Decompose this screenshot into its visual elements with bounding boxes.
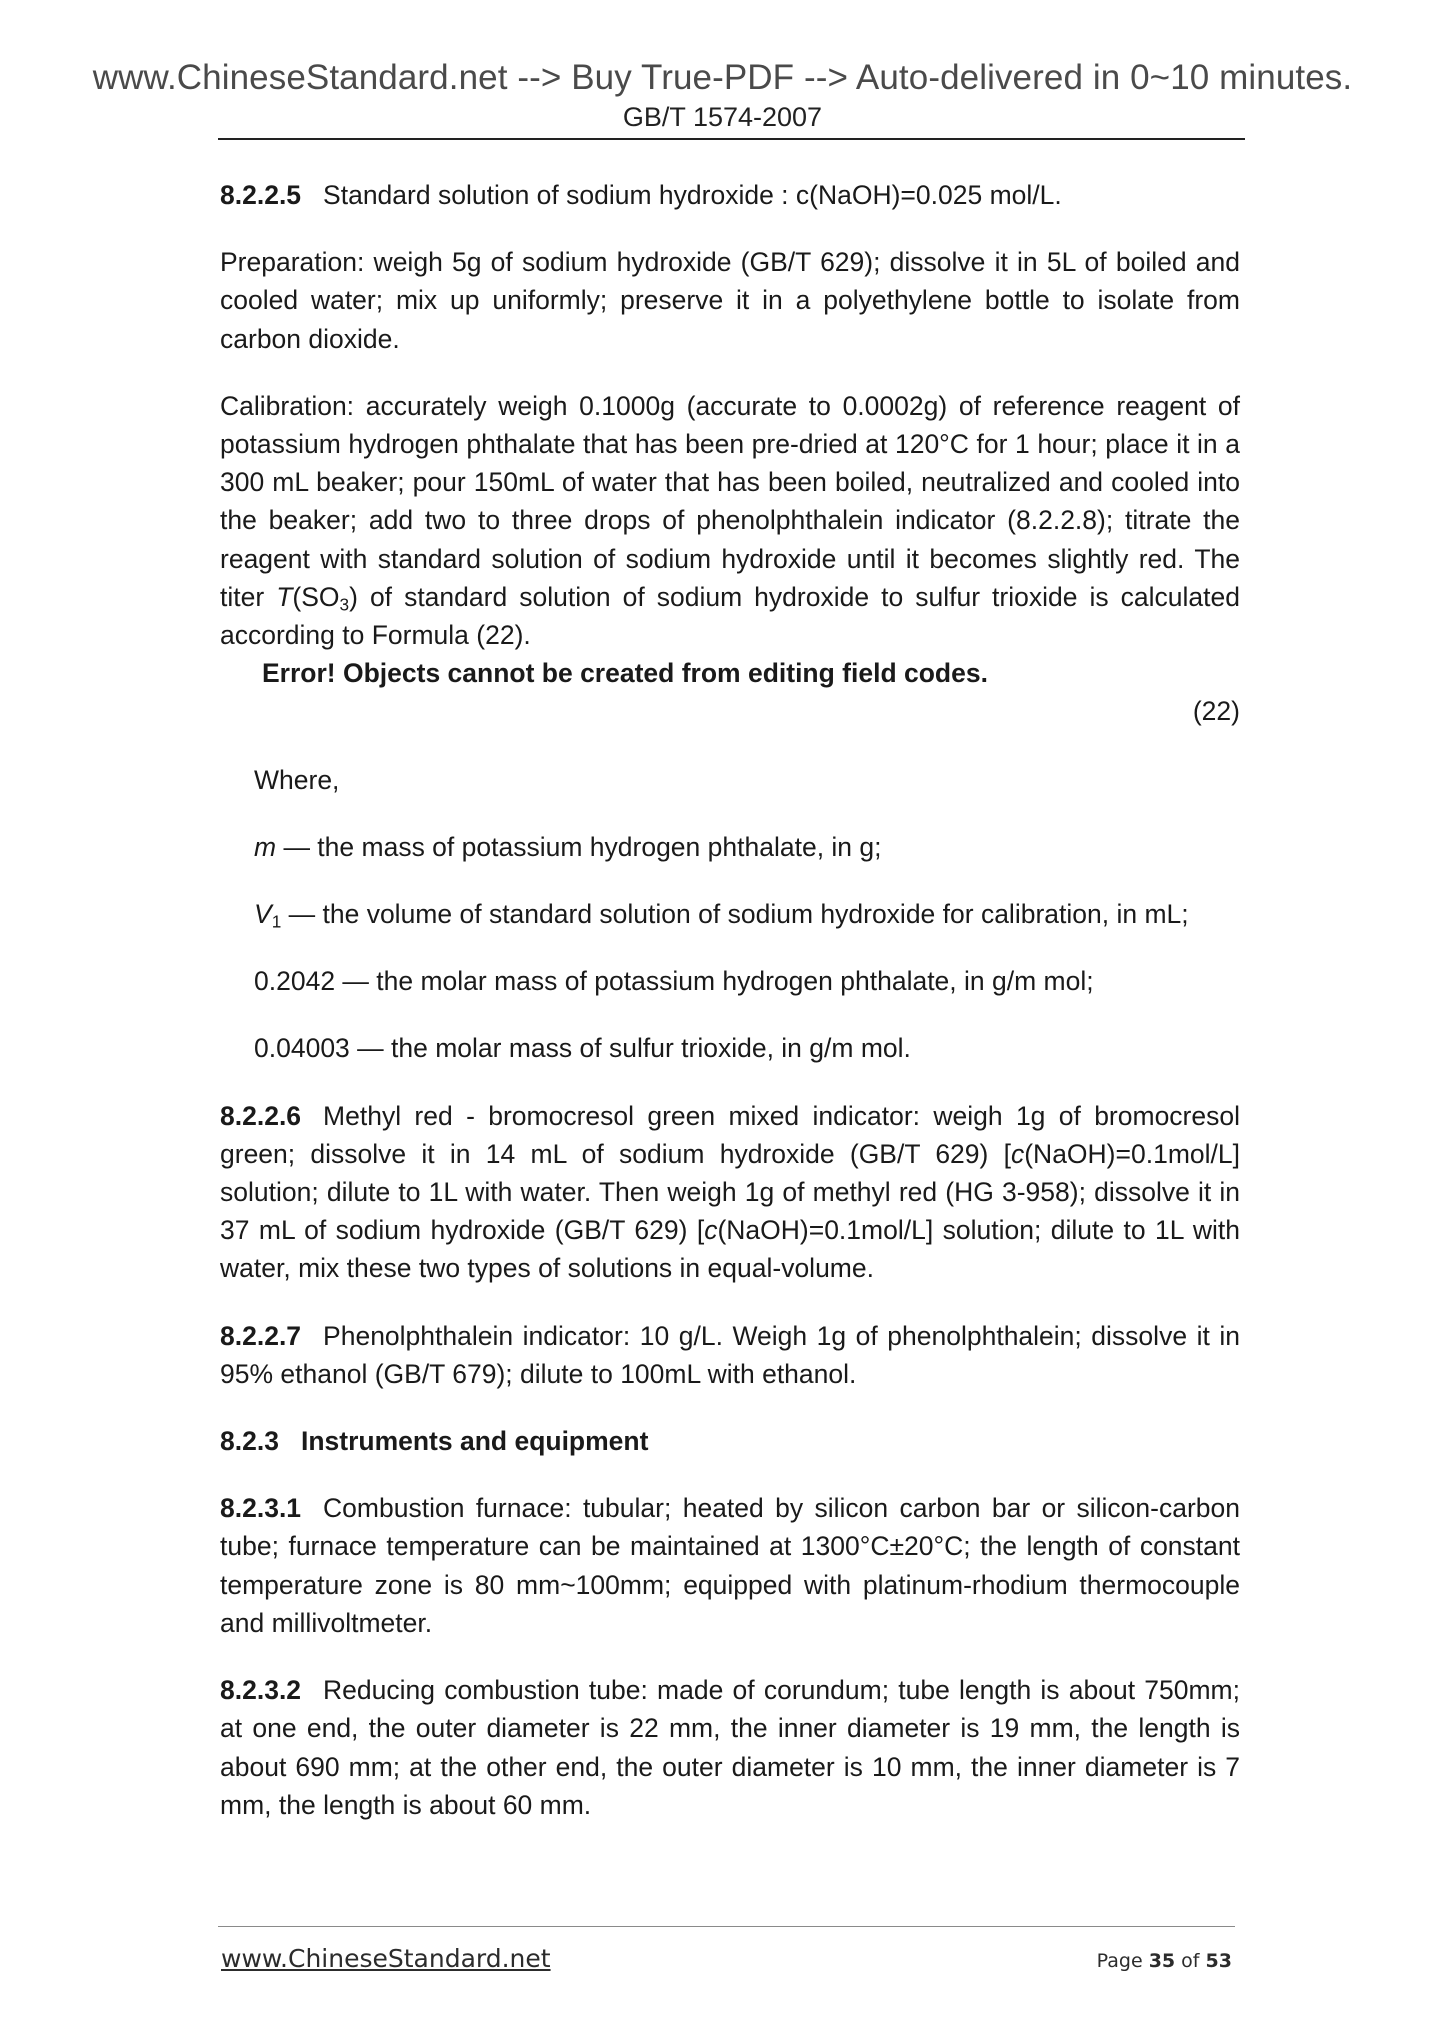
page-indicator [1097, 1950, 1232, 1972]
section-8-2-2-5-title [220, 176, 1240, 214]
section-number: 8.2.3 [220, 1426, 279, 1457]
section-number: 8.2.2.5 [220, 180, 302, 210]
v-subscript: 1 [271, 911, 282, 932]
section-number: 8.2.2.6 [220, 1100, 302, 1131]
footer-site-link[interactable]: www.ChineseStandard.net [221, 1944, 551, 1973]
section-8-2-2-7-text: Phenolphthalein indicator: 10 g/L. Weigh 1g of phenolphthalein; dissolve it in 95% ethanol (GB/T 679); dilute to 100mL with ethanol. [220, 1320, 1240, 1389]
v-definition: — the volume of standard solution of sodium hydroxide for calibration, in mL; [281, 899, 1189, 930]
section-8-2-2-6 [220, 1097, 1240, 1288]
preparation-paragraph: Preparation: weigh 5g of sodium hydroxide (GB/T 629); dissolve it in 5L of boiled and cooled water; mix up uniformly; preserve it in a polyethylene bottle to isolate from carbon dioxide. [220, 247, 1240, 354]
section-title: Standard solution of sodium hydroxide : c(NaOH)=0.025 mol/L. [323, 180, 1062, 210]
page-total: 53 [1205, 1950, 1232, 1972]
footer-rule [218, 1926, 1235, 1927]
titer-open: (SO [292, 581, 340, 612]
page-label: Page [1096, 1950, 1149, 1972]
section-number: 8.2.3.1 [220, 1493, 302, 1524]
section-8-2-2-7 [220, 1317, 1240, 1393]
document-body [220, 176, 1240, 1824]
calibration-paragraph [220, 387, 1240, 654]
section-8-2-3-2 [220, 1671, 1240, 1824]
field-code-error: Error! Objects cannot be created from editing field codes. [262, 658, 988, 689]
definition-molar-phthalate: 0.2042 — the molar mass of potassium hydrogen phthalate, in g/m mol; [254, 966, 1094, 997]
m-symbol: m [254, 831, 277, 862]
section-8-2-2-6-text-c: (NaOH)=0.1mol/L] solution; dilute to 1L with water, mix these two types of solutions in equal-volume. [220, 1215, 1241, 1284]
where-label: Where, [254, 764, 340, 795]
page-current: 35 [1148, 1950, 1176, 1972]
c-symbol: c [704, 1215, 718, 1246]
section-8-2-3-1 [220, 1489, 1240, 1642]
section-8-2-3-2-text: Reducing combustion tube: made of corundum; tube length is about 750mm; at one end, the outer diameter is 22 mm, the inner diameter is 19 mm, the length is about 690 mm; at the other end, the outer diameter is 10 mm, the inner diameter is 7 mm, the length is about 60 mm. [220, 1675, 1240, 1820]
definition-m [220, 828, 1240, 866]
section-8-2-3-title: Instruments and equipment [300, 1426, 649, 1457]
calibration-text-a: Calibration: accurately weigh 0.1000g (accurate to 0.0002g) of reference reagent of potassium hydrogen phthalate that has been pre-dried at 120°C for 1 hour; place it in a 300 mL beaker; pour 150mL of water that has been boiled, neutralized and cooled into the beaker; add two to three drops of phenolphthalein indicator (8.2.2.8); titrate the reagent with standard solution of sodium hydroxide until it becomes slightly red. The titer [220, 390, 1240, 612]
section-8-2-2-6-text-a: Methyl red - bromocresol green mixed indicator: weigh 1g of bromocresol green; dissolve it in 14 mL of sodium hydroxide (GB/T 629) [ [220, 1100, 1240, 1169]
c-symbol: c [1010, 1138, 1025, 1169]
header-rule [218, 138, 1245, 140]
v-symbol: V [254, 899, 272, 930]
standard-code: GB/T 1574-2007 [622, 102, 823, 132]
page-of: of [1175, 1950, 1206, 1972]
titer-subscript: 3 [339, 594, 350, 615]
section-8-2-3-1-text: Combustion furnace: tubular; heated by silicon carbon bar or silicon-carbon tube; furnace temperature can be maintained at 1300°C±20°C; the length of constant temperature zone is 80 mm~100mm; equipped with platinum-rhodium thermocouple and millivoltmeter. [220, 1493, 1240, 1638]
site-banner: www.ChineseStandard.net --> Buy True-PDF --> Auto-delivered in 0~10 minutes. [92, 58, 1353, 97]
definition-v1 [220, 895, 1240, 933]
calibration-text-b: ) of standard solution of sodium hydroxide to sulfur trioxide is calculated according to Formula (22). [220, 581, 1240, 651]
m-definition: — the mass of potassium hydrogen phthalate, in g; [276, 831, 882, 862]
definition-molar-so3: 0.04003 — the molar mass of sulfur trioxide, in g/m mol. [254, 1033, 911, 1064]
equation-number: (22) [1192, 696, 1240, 727]
section-number: 8.2.3.2 [220, 1675, 302, 1706]
titer-symbol: T [276, 581, 293, 612]
section-8-2-3-heading [220, 1422, 1240, 1460]
section-8-2-2-6-text-b: (NaOH)=0.1mol/L] solution; dilute to 1L with water. Then weigh 1g of methyl red (HG 3-958); dissolve it in 37 mL of sodium hydroxide (GB/T 629) [ [220, 1138, 1240, 1246]
section-number: 8.2.2.7 [220, 1320, 302, 1351]
